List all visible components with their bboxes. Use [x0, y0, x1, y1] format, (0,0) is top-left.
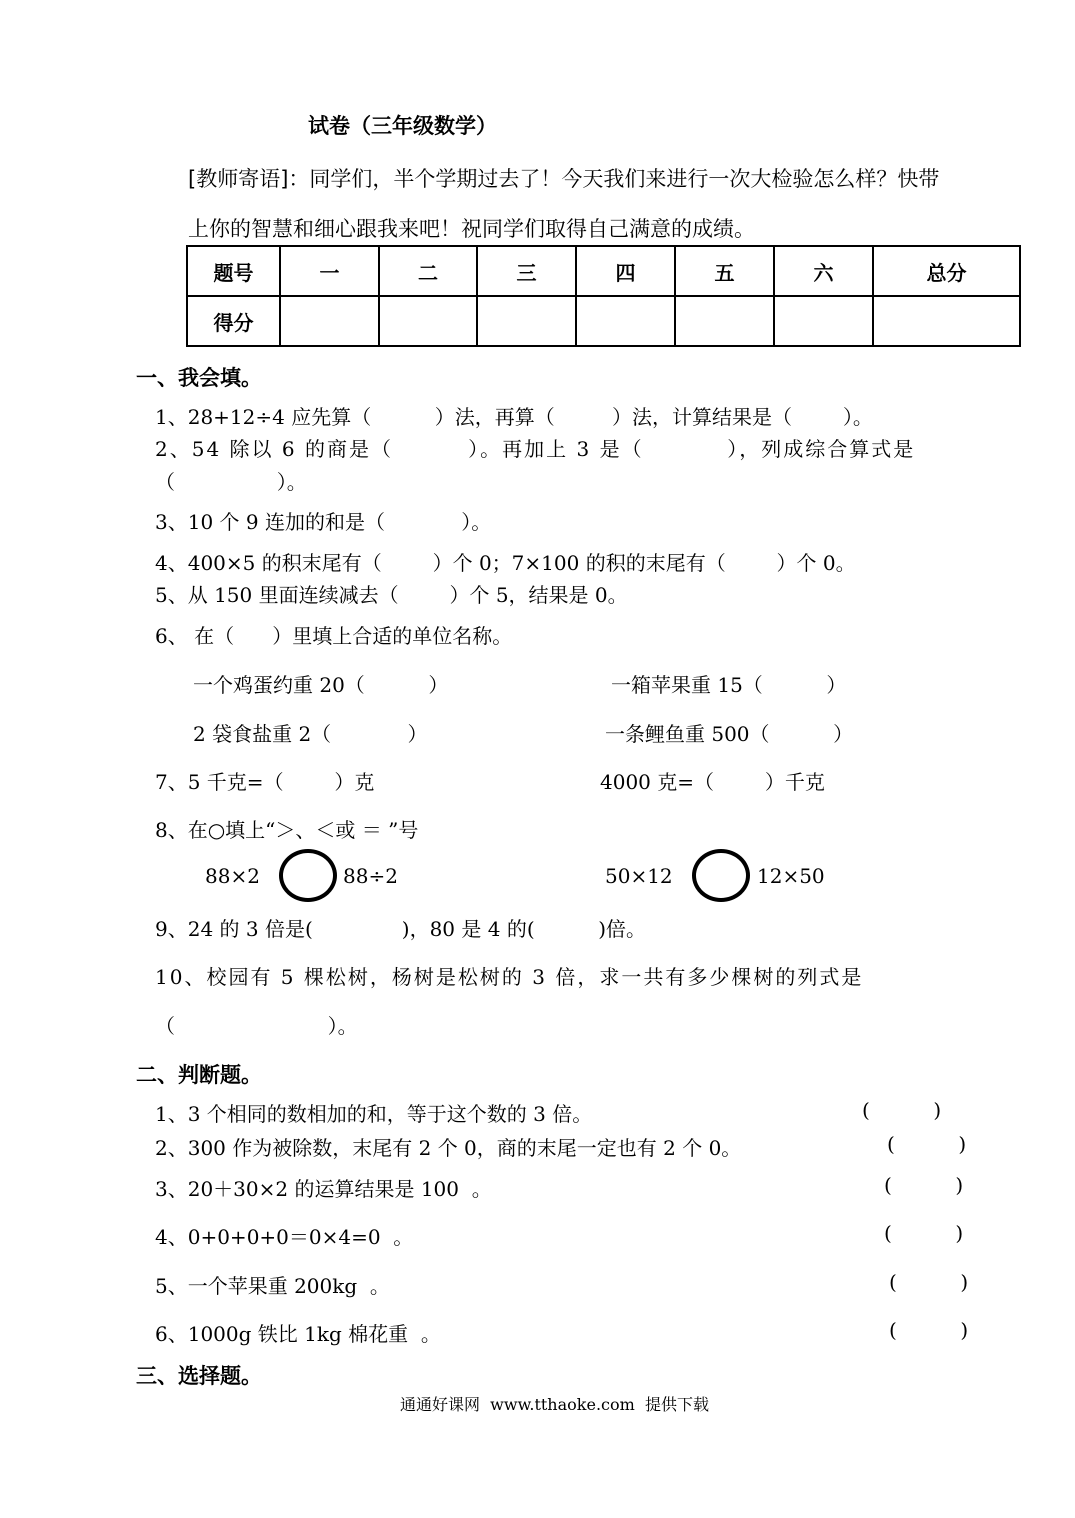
fill-question-6: 6、 在（ ）里填上合适的单位名称。: [155, 624, 513, 648]
score-header-cell: 二: [379, 246, 477, 296]
fill-question-2: 2、54 除以 6 的商是（ ）。再加上 3 是（ ），列成综合算式是: [155, 437, 916, 461]
score-cell[interactable]: [379, 296, 477, 346]
fill-question-9: 9、24 的 3 倍是( )，80 是 4 的( )倍。: [155, 917, 647, 941]
section-2-heading: 二、判断题。: [136, 1063, 262, 1087]
judge-question-3: 3、20＋30×2 的运算结果是 100 。: [155, 1177, 492, 1201]
score-header-cell: 四: [576, 246, 675, 296]
section-1-heading: 一、我会填。: [136, 366, 262, 390]
score-cell[interactable]: [477, 296, 576, 346]
compare-8b-right: 12×50: [757, 864, 825, 888]
compare-8b-left: 50×12: [605, 864, 673, 888]
score-cell[interactable]: [873, 296, 1020, 346]
score-header-cell: 总分: [873, 246, 1020, 296]
fill-question-10: 10、校园有 5 棵松树，杨树是松树的 3 倍，求一共有多少棵树的列式是: [155, 965, 864, 989]
page-footer: 通通好课网 www.tthaoke.com 提供下载: [400, 1395, 709, 1414]
score-table-score-row: [187, 296, 1020, 346]
section-3-heading: 三、选择题。: [136, 1364, 262, 1388]
fill-question-2-answer: （ ）。: [155, 470, 307, 494]
score-table-header-row: [187, 246, 1020, 296]
score-cell[interactable]: [280, 296, 379, 346]
fill-question-10-answer: （ ）。: [155, 1014, 358, 1038]
judge-question-2: 2、300 作为被除数，末尾有 2 个 0，商的末尾一定也有 2 个 0。: [155, 1136, 742, 1160]
score-cell[interactable]: [774, 296, 873, 346]
judge-mark-4[interactable]: ( ): [884, 1221, 964, 1245]
fill-question-5: 5、从 150 里面连续减去（ ）个 5，结果是 0。: [155, 583, 628, 607]
page-title: 试卷（三年级数学）: [308, 114, 497, 138]
judge-question-5: 5、一个苹果重 200kg 。: [155, 1274, 390, 1298]
judge-mark-1[interactable]: ( ): [862, 1098, 942, 1122]
fill-question-4: 4、400×5 的积末尾有（ ）个 0；7×100 的积的末尾有（ ）个 0。: [155, 551, 856, 575]
teacher-message-line-2: 上你的智慧和细心跟我来吧！祝同学们取得自己满意的成绩。: [188, 217, 755, 241]
compare-8a-left: 88×2: [205, 864, 260, 888]
score-header-cell: 五: [675, 246, 774, 296]
judge-mark-2[interactable]: ( ): [887, 1132, 967, 1156]
compare-8a-right: 88÷2: [343, 864, 398, 888]
score-cell[interactable]: [675, 296, 774, 346]
fill-question-6-salt: 2 袋食盐重 2（ ）: [193, 722, 428, 746]
score-table: [186, 245, 1021, 347]
judge-mark-3[interactable]: ( ): [884, 1173, 964, 1197]
fill-question-1: 1、28+12÷4 应先算（ ）法，再算（ ）法，计算结果是（ ）。: [155, 405, 873, 429]
judge-question-4: 4、0+0+0+0＝0×4=0 。: [155, 1225, 414, 1249]
judge-question-6: 6、1000g 铁比 1kg 棉花重 。: [155, 1322, 441, 1346]
fill-question-8: 8、在○填上“＞、＜或 ＝ ”号: [155, 818, 419, 842]
judge-question-1: 1、3 个相同的数相加的和，等于这个数的 3 倍。: [155, 1102, 593, 1126]
score-cell[interactable]: [576, 296, 675, 346]
score-header-cell: 三: [477, 246, 576, 296]
compare-circle-1[interactable]: [279, 849, 337, 902]
score-header-cell: 题号: [187, 246, 280, 296]
fill-question-7-a: 7、5 千克=（ ）克: [155, 770, 375, 794]
fill-question-7-b: 4000 克=（ ）千克: [600, 770, 825, 794]
compare-circle-2[interactable]: [692, 849, 750, 902]
fill-question-6-apples: 一箱苹果重 15（ ）: [611, 673, 847, 697]
score-header-cell: 一: [280, 246, 379, 296]
score-row-label: 得分: [187, 296, 280, 346]
fill-question-6-egg: 一个鸡蛋约重 20（ ）: [193, 673, 449, 697]
teacher-message-line-1: [教师寄语]：同学们，半个学期过去了！今天我们来进行一次大检验怎么样？快带: [188, 167, 940, 191]
judge-mark-5[interactable]: ( ): [889, 1270, 969, 1294]
judge-mark-6[interactable]: ( ): [889, 1318, 969, 1342]
score-header-cell: 六: [774, 246, 873, 296]
fill-question-3: 3、10 个 9 连加的和是（ ）。: [155, 510, 492, 534]
fill-question-6-carp: 一条鲤鱼重 500（ ）: [605, 722, 854, 746]
